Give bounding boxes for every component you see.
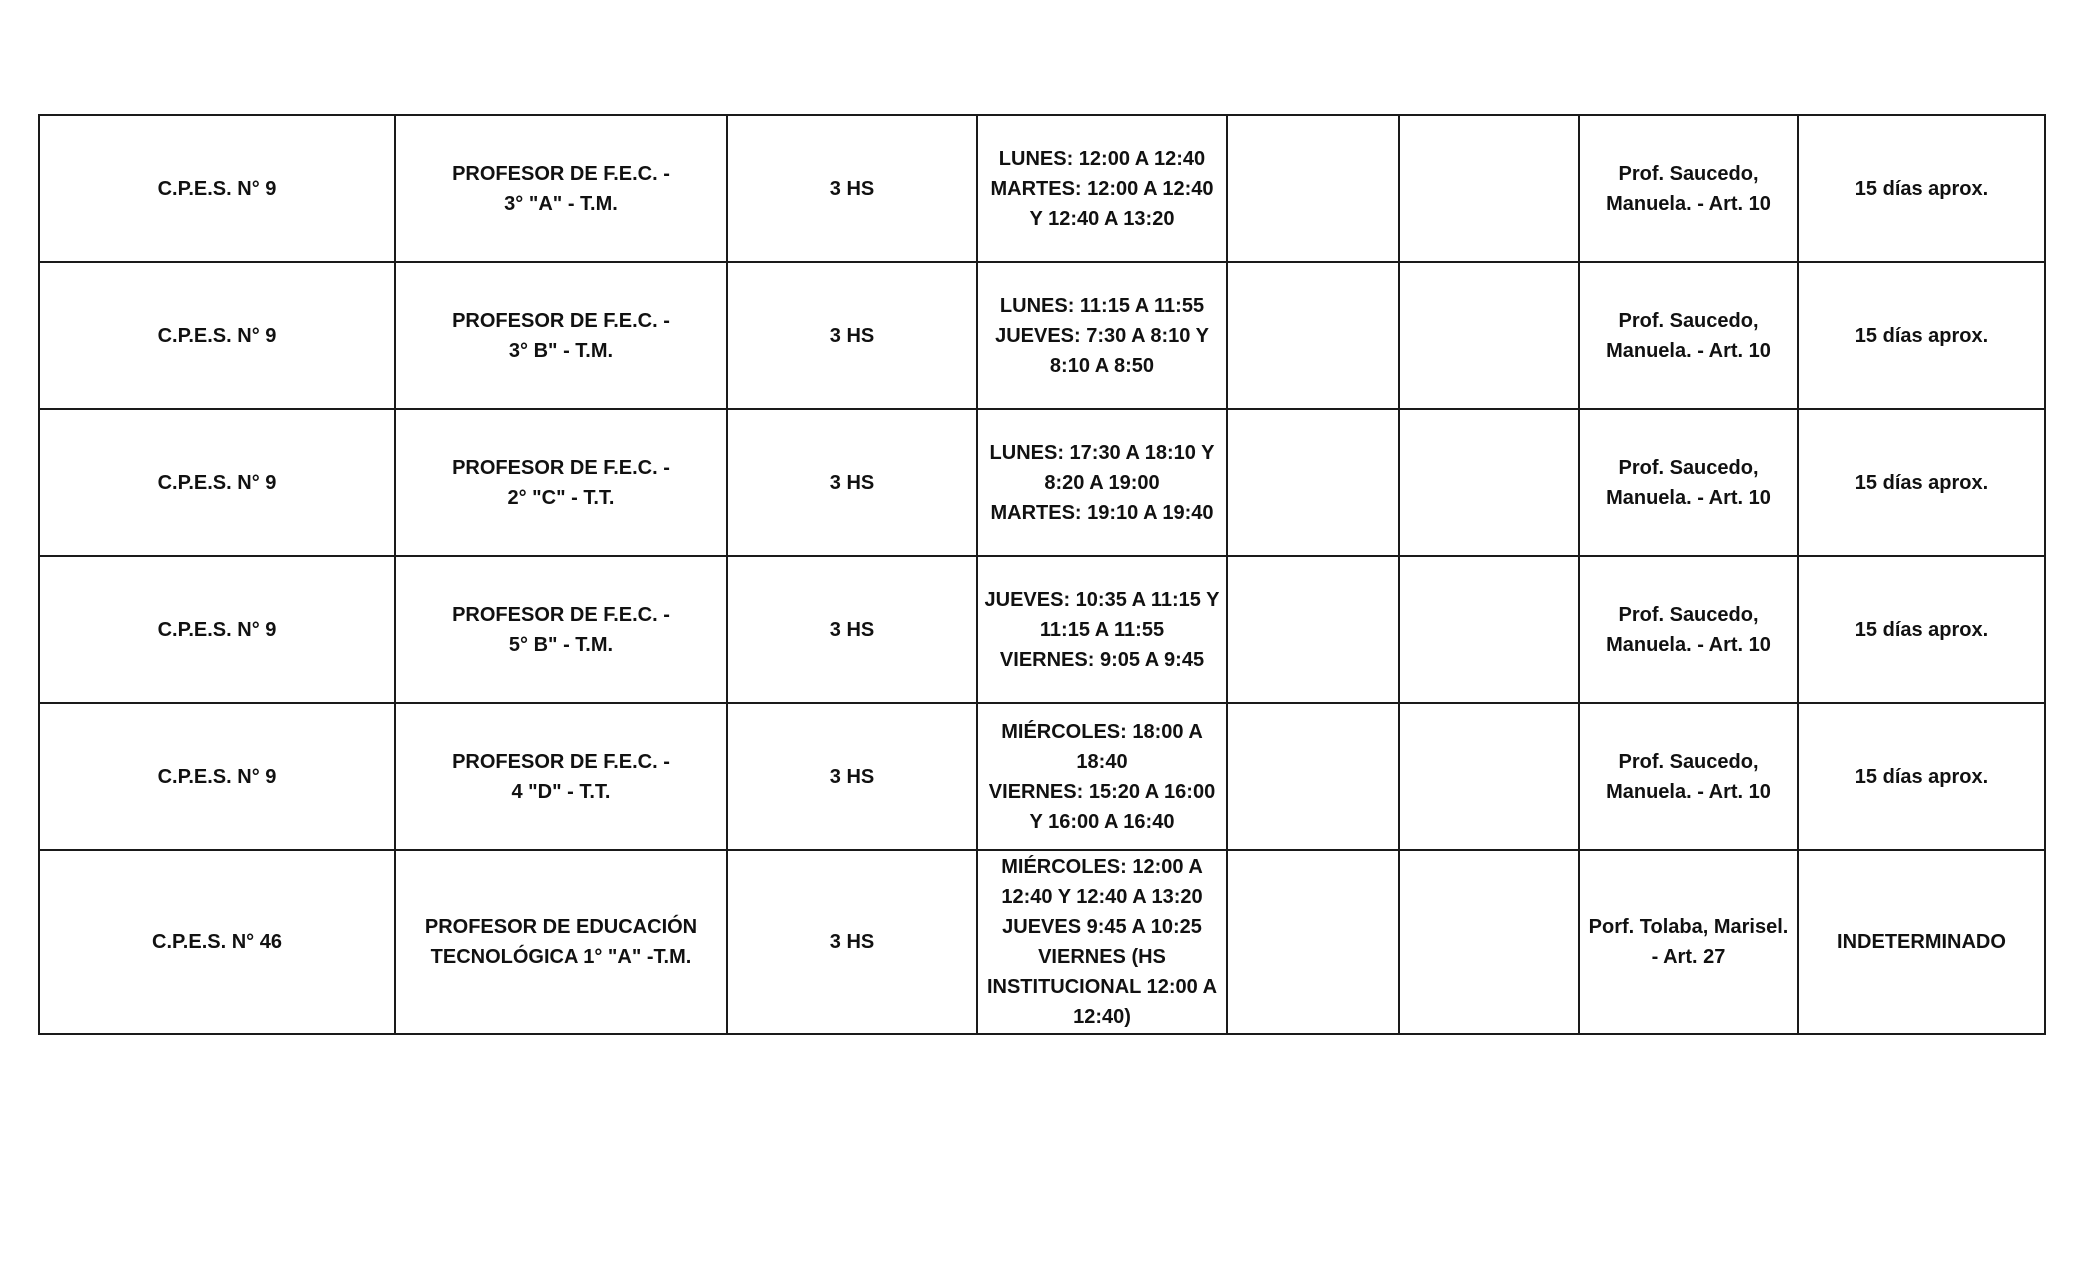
table-row: [39, 850, 2045, 1034]
schedule-cell: JUEVES: 10:35 A 11:15 Y 11:15 A 11:55 VIERNES: 9:05 A 9:45: [977, 556, 1227, 703]
empty-cell: [1399, 115, 1579, 262]
duration-cell: 15 días aprox.: [1798, 262, 2045, 409]
position-cell: PROFESOR DE F.E.C. - 4 "D" - T.T.: [395, 703, 727, 850]
duration-cell: 15 días aprox.: [1798, 409, 2045, 556]
teacher-cell: Prof. Saucedo, Manuela. - Art. 10: [1579, 703, 1798, 850]
schedule-cell: LUNES: 17:30 A 18:10 Y 8:20 A 19:00 MARTES: 19:10 A 19:40: [977, 409, 1227, 556]
empty-cell: [1227, 556, 1399, 703]
table-row: [39, 703, 2045, 850]
duration-cell: 15 días aprox.: [1798, 703, 2045, 850]
empty-cell: [1227, 115, 1399, 262]
school-cell: C.P.E.S. N° 9: [39, 262, 395, 409]
table-row: [39, 409, 2045, 556]
schedule-cell: MIÉRCOLES: 18:00 A 18:40 VIERNES: 15:20 A 16:00 Y 16:00 A 16:40: [977, 703, 1227, 850]
teacher-cell: Porf. Tolaba, Marisel. - Art. 27: [1579, 850, 1798, 1034]
school-cell: C.P.E.S. N° 9: [39, 409, 395, 556]
table-row: [39, 556, 2045, 703]
vacancy-table: [38, 114, 2046, 1035]
schedule-cell: LUNES: 12:00 A 12:40 MARTES: 12:00 A 12:40 Y 12:40 A 13:20: [977, 115, 1227, 262]
duration-cell: 15 días aprox.: [1798, 115, 2045, 262]
school-cell: C.P.E.S. N° 46: [39, 850, 395, 1034]
empty-cell: [1399, 262, 1579, 409]
hours-cell: 3 HS: [727, 703, 977, 850]
hours-cell: 3 HS: [727, 409, 977, 556]
teacher-cell: Prof. Saucedo, Manuela. - Art. 10: [1579, 556, 1798, 703]
empty-cell: [1399, 556, 1579, 703]
table-body: [39, 115, 2045, 1034]
hours-cell: 3 HS: [727, 850, 977, 1034]
position-cell: PROFESOR DE F.E.C. - 5° B" - T.M.: [395, 556, 727, 703]
table-row: [39, 262, 2045, 409]
hours-cell: 3 HS: [727, 556, 977, 703]
hours-cell: 3 HS: [727, 262, 977, 409]
empty-cell: [1399, 409, 1579, 556]
position-cell: PROFESOR DE F.E.C. - 2° "C" - T.T.: [395, 409, 727, 556]
empty-cell: [1227, 262, 1399, 409]
hours-cell: 3 HS: [727, 115, 977, 262]
teacher-cell: Prof. Saucedo, Manuela. - Art. 10: [1579, 409, 1798, 556]
duration-cell: INDETERMINADO: [1798, 850, 2045, 1034]
empty-cell: [1399, 703, 1579, 850]
position-cell: PROFESOR DE F.E.C. - 3° "A" - T.M.: [395, 115, 727, 262]
school-cell: C.P.E.S. N° 9: [39, 703, 395, 850]
school-cell: C.P.E.S. N° 9: [39, 556, 395, 703]
teacher-cell: Prof. Saucedo, Manuela. - Art. 10: [1579, 115, 1798, 262]
position-cell: PROFESOR DE F.E.C. - 3° B" - T.M.: [395, 262, 727, 409]
position-cell: PROFESOR DE EDUCACIÓN TECNOLÓGICA 1° "A" -T.M.: [395, 850, 727, 1034]
schedule-cell: LUNES: 11:15 A 11:55 JUEVES: 7:30 A 8:10 Y 8:10 A 8:50: [977, 262, 1227, 409]
table-row: [39, 115, 2045, 262]
duration-cell: 15 días aprox.: [1798, 556, 2045, 703]
empty-cell: [1399, 850, 1579, 1034]
teacher-cell: Prof. Saucedo, Manuela. - Art. 10: [1579, 262, 1798, 409]
schedule-cell: MIÉRCOLES: 12:00 A 12:40 Y 12:40 A 13:20 JUEVES 9:45 A 10:25 VIERNES (HS INSTITUCIONAL 12:00 A 12:40): [977, 850, 1227, 1034]
empty-cell: [1227, 850, 1399, 1034]
school-cell: C.P.E.S. N° 9: [39, 115, 395, 262]
empty-cell: [1227, 409, 1399, 556]
empty-cell: [1227, 703, 1399, 850]
